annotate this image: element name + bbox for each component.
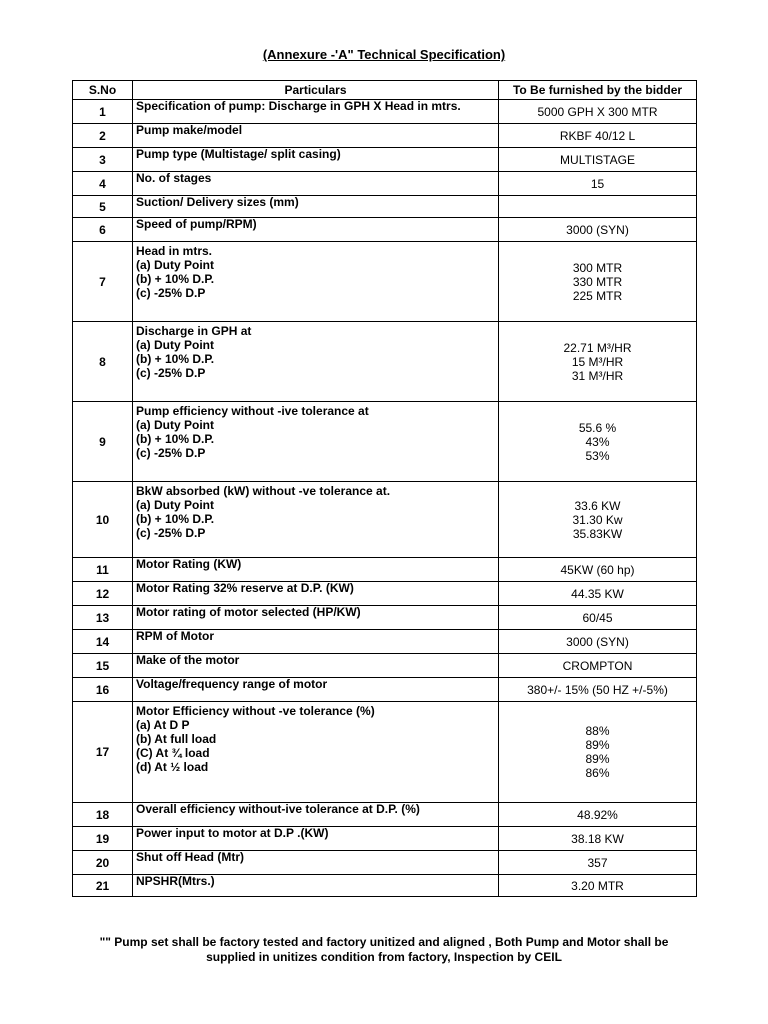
row-particulars [133,630,499,654]
particular-line: Suction/ Delivery sizes (mm) [136,195,299,209]
particular-line: Pump efficiency without -ive tolerance at [136,404,369,418]
table-row [73,630,697,654]
value-line: 31.30 Kw [572,512,623,527]
row-value [499,148,697,172]
particular-line: (c) -25% D.P [136,366,206,380]
row-sno: 5 [73,196,133,218]
value-line: 38.18 KW [571,831,624,846]
header-furnished: To Be furnished by the bidder [499,81,697,100]
row-particulars [133,196,499,218]
particular-line: Pump type (Multistage/ split casing) [136,147,341,161]
row-sno: 3 [73,148,133,172]
table-row [73,678,697,702]
particular-line: (c) -25% D.P [136,526,206,540]
table-row [73,827,697,851]
row-particulars [133,875,499,897]
row-value [499,402,697,482]
row-particulars [133,172,499,196]
row-particulars [133,322,499,402]
particular-line: Overall efficiency without-ive tolerance at D.P. (%) [136,802,420,816]
row-sno: 18 [73,803,133,827]
particular-line: Make of the motor [136,653,240,667]
row-sno: 12 [73,582,133,606]
row-sno: 10 [73,482,133,558]
row-particulars [133,606,499,630]
particular-line: RPM of Motor [136,629,214,643]
particular-line: Pump make/model [136,123,243,137]
footer-note [60,935,708,965]
row-particulars [133,558,499,582]
row-value [499,630,697,654]
value-line: 45KW (60 hp) [560,562,635,577]
value-line: 300 MTR [572,260,623,275]
particular-line: Discharge in GPH at [136,324,252,338]
row-value [499,654,697,678]
header-particulars: Particulars [133,81,499,100]
table-row [73,803,697,827]
value-line: 35.83KW [572,526,623,541]
particular-line: (a) Duty Point [136,498,214,512]
row-value [499,172,697,196]
value-line: 43% [585,434,610,449]
row-particulars [133,402,499,482]
row-sno: 1 [73,100,133,124]
table-row [73,702,697,803]
particular-line: NPSHR(Mtrs.) [136,874,215,888]
value-line: 33.6 KW [574,498,621,513]
table-row [73,402,697,482]
particular-line: Shut off Head (Mtr) [136,850,244,864]
row-particulars [133,803,499,827]
row-sno: 19 [73,827,133,851]
row-sno: 21 [73,875,133,897]
value-line: 55.6 % [578,420,617,435]
table-row [73,558,697,582]
row-value [499,606,697,630]
row-value [499,851,697,875]
particular-line: (a) Duty Point [136,338,214,352]
value-line: 31 M³/HR [571,368,624,383]
particular-line: (b) + 10% D.P. [136,272,215,286]
value-line: RKBF 40/12 L [559,128,636,143]
particular-line: (b) + 10% D.P. [136,512,215,526]
row-particulars [133,242,499,322]
row-particulars [133,124,499,148]
table-row [73,606,697,630]
row-sno: 15 [73,654,133,678]
particular-line: (d) At ½ load [136,760,209,774]
particular-line: (b) + 10% D.P. [136,352,215,366]
row-sno: 20 [73,851,133,875]
particular-line: Motor Efficiency without -ve tolerance (%) [136,704,375,718]
particular-line: (c) -25% D.P [136,446,206,460]
particular-line: Speed of pump/RPM) [136,217,257,231]
particular-line: (c) -25% D.P [136,286,206,300]
table-row [73,148,697,172]
table-row [73,582,697,606]
row-value [499,322,697,402]
row-value [499,582,697,606]
table-row [73,172,697,196]
row-sno: 2 [73,124,133,148]
row-particulars [133,100,499,124]
row-sno: 8 [73,322,133,402]
row-particulars [133,678,499,702]
particular-line: (b) At full load [136,732,217,746]
row-value [499,124,697,148]
value-line: 60/45 [582,610,613,625]
value-line: 380+/- 15% (50 HZ +/-5%) [527,682,668,697]
value-line: 5000 GPH X 300 MTR [537,104,658,119]
table-row [73,654,697,678]
value-line: 3000 (SYN) [566,634,629,649]
row-sno: 9 [73,402,133,482]
particular-line: (a) Duty Point [136,418,214,432]
value-line: 53% [585,448,610,463]
value-line: 3.20 MTR [571,878,624,893]
particular-line: (a) Duty Point [136,258,214,272]
footer-line: supplied in unitizes condition from factory, Inspection by CEIL [206,950,562,964]
value-line: 88% [585,724,610,738]
row-value [499,482,697,558]
row-particulars [133,148,499,172]
value-line: 330 MTR [572,274,623,289]
row-particulars [133,702,499,803]
table-row [73,100,697,124]
particular-line: Specification of pump: Discharge in GPH X Head in mtrs. [136,99,461,113]
particular-line: (b) + 10% D.P. [136,432,215,446]
row-sno: 16 [73,678,133,702]
table-row [73,322,697,402]
table-row [73,196,697,218]
table-row [73,851,697,875]
table-header-row [73,81,697,100]
table-body [73,100,697,897]
row-sno: 6 [73,218,133,242]
row-value [499,702,697,803]
row-value [499,242,697,322]
row-particulars [133,851,499,875]
row-particulars [133,827,499,851]
row-sno: 11 [73,558,133,582]
value-line: 48.92% [577,807,618,822]
value-line: 86% [585,766,610,780]
particular-line: Voltage/frequency range of motor [136,677,328,691]
footer-line: "" Pump set shall be factory tested and factory unitized and aligned , Both Pump and Motor shall be [99,935,669,949]
table-row [73,218,697,242]
row-sno: 14 [73,630,133,654]
row-particulars [133,218,499,242]
value-line: CROMPTON [562,658,633,673]
header-sno: S.No [73,81,133,100]
row-value [499,100,697,124]
particular-line: (a) At D P [136,718,190,732]
value-line: 15 [590,176,605,191]
row-value [499,803,697,827]
table-row [73,875,697,897]
value-line: 89% [585,738,610,752]
specification-table [72,80,697,897]
row-sno: 4 [73,172,133,196]
row-particulars [133,482,499,558]
table-row [73,482,697,558]
row-value [499,875,697,897]
row-particulars [133,654,499,678]
value-line: MULTISTAGE [560,152,635,167]
particular-line: (C) At ¾ load [136,746,210,760]
document-title: (Annexure -'A" Technical Specification) [262,47,506,62]
value-line: 22.71 M³/HR [563,340,632,355]
particular-line: Head in mtrs. [136,244,213,258]
row-sno: 13 [73,606,133,630]
row-particulars [133,582,499,606]
value-line: 15 M³/HR [571,354,624,369]
particular-line: Power input to motor at D.P .(KW) [136,826,329,840]
particular-line: Motor Rating 32% reserve at D.P. (KW) [136,581,354,595]
particular-line: BkW absorbed (kW) without -ve tolerance at. [136,484,391,498]
row-value [499,218,697,242]
value-line: 357 [587,855,608,870]
particular-line: Motor rating of motor selected (HP/KW) [136,605,361,619]
value-line: 44.35 KW [571,586,624,601]
row-value [499,678,697,702]
row-value [499,827,697,851]
value-line: 89% [585,752,610,766]
table-row [73,242,697,322]
value-line: 3000 (SYN) [566,222,629,237]
particular-line: No. of stages [136,171,212,185]
row-sno: 7 [73,242,133,322]
table-row [73,124,697,148]
row-sno: 17 [73,702,133,803]
particular-line: Motor Rating (KW) [136,557,242,571]
row-value [499,558,697,582]
value-line: 225 MTR [572,288,623,303]
row-value [499,196,697,218]
